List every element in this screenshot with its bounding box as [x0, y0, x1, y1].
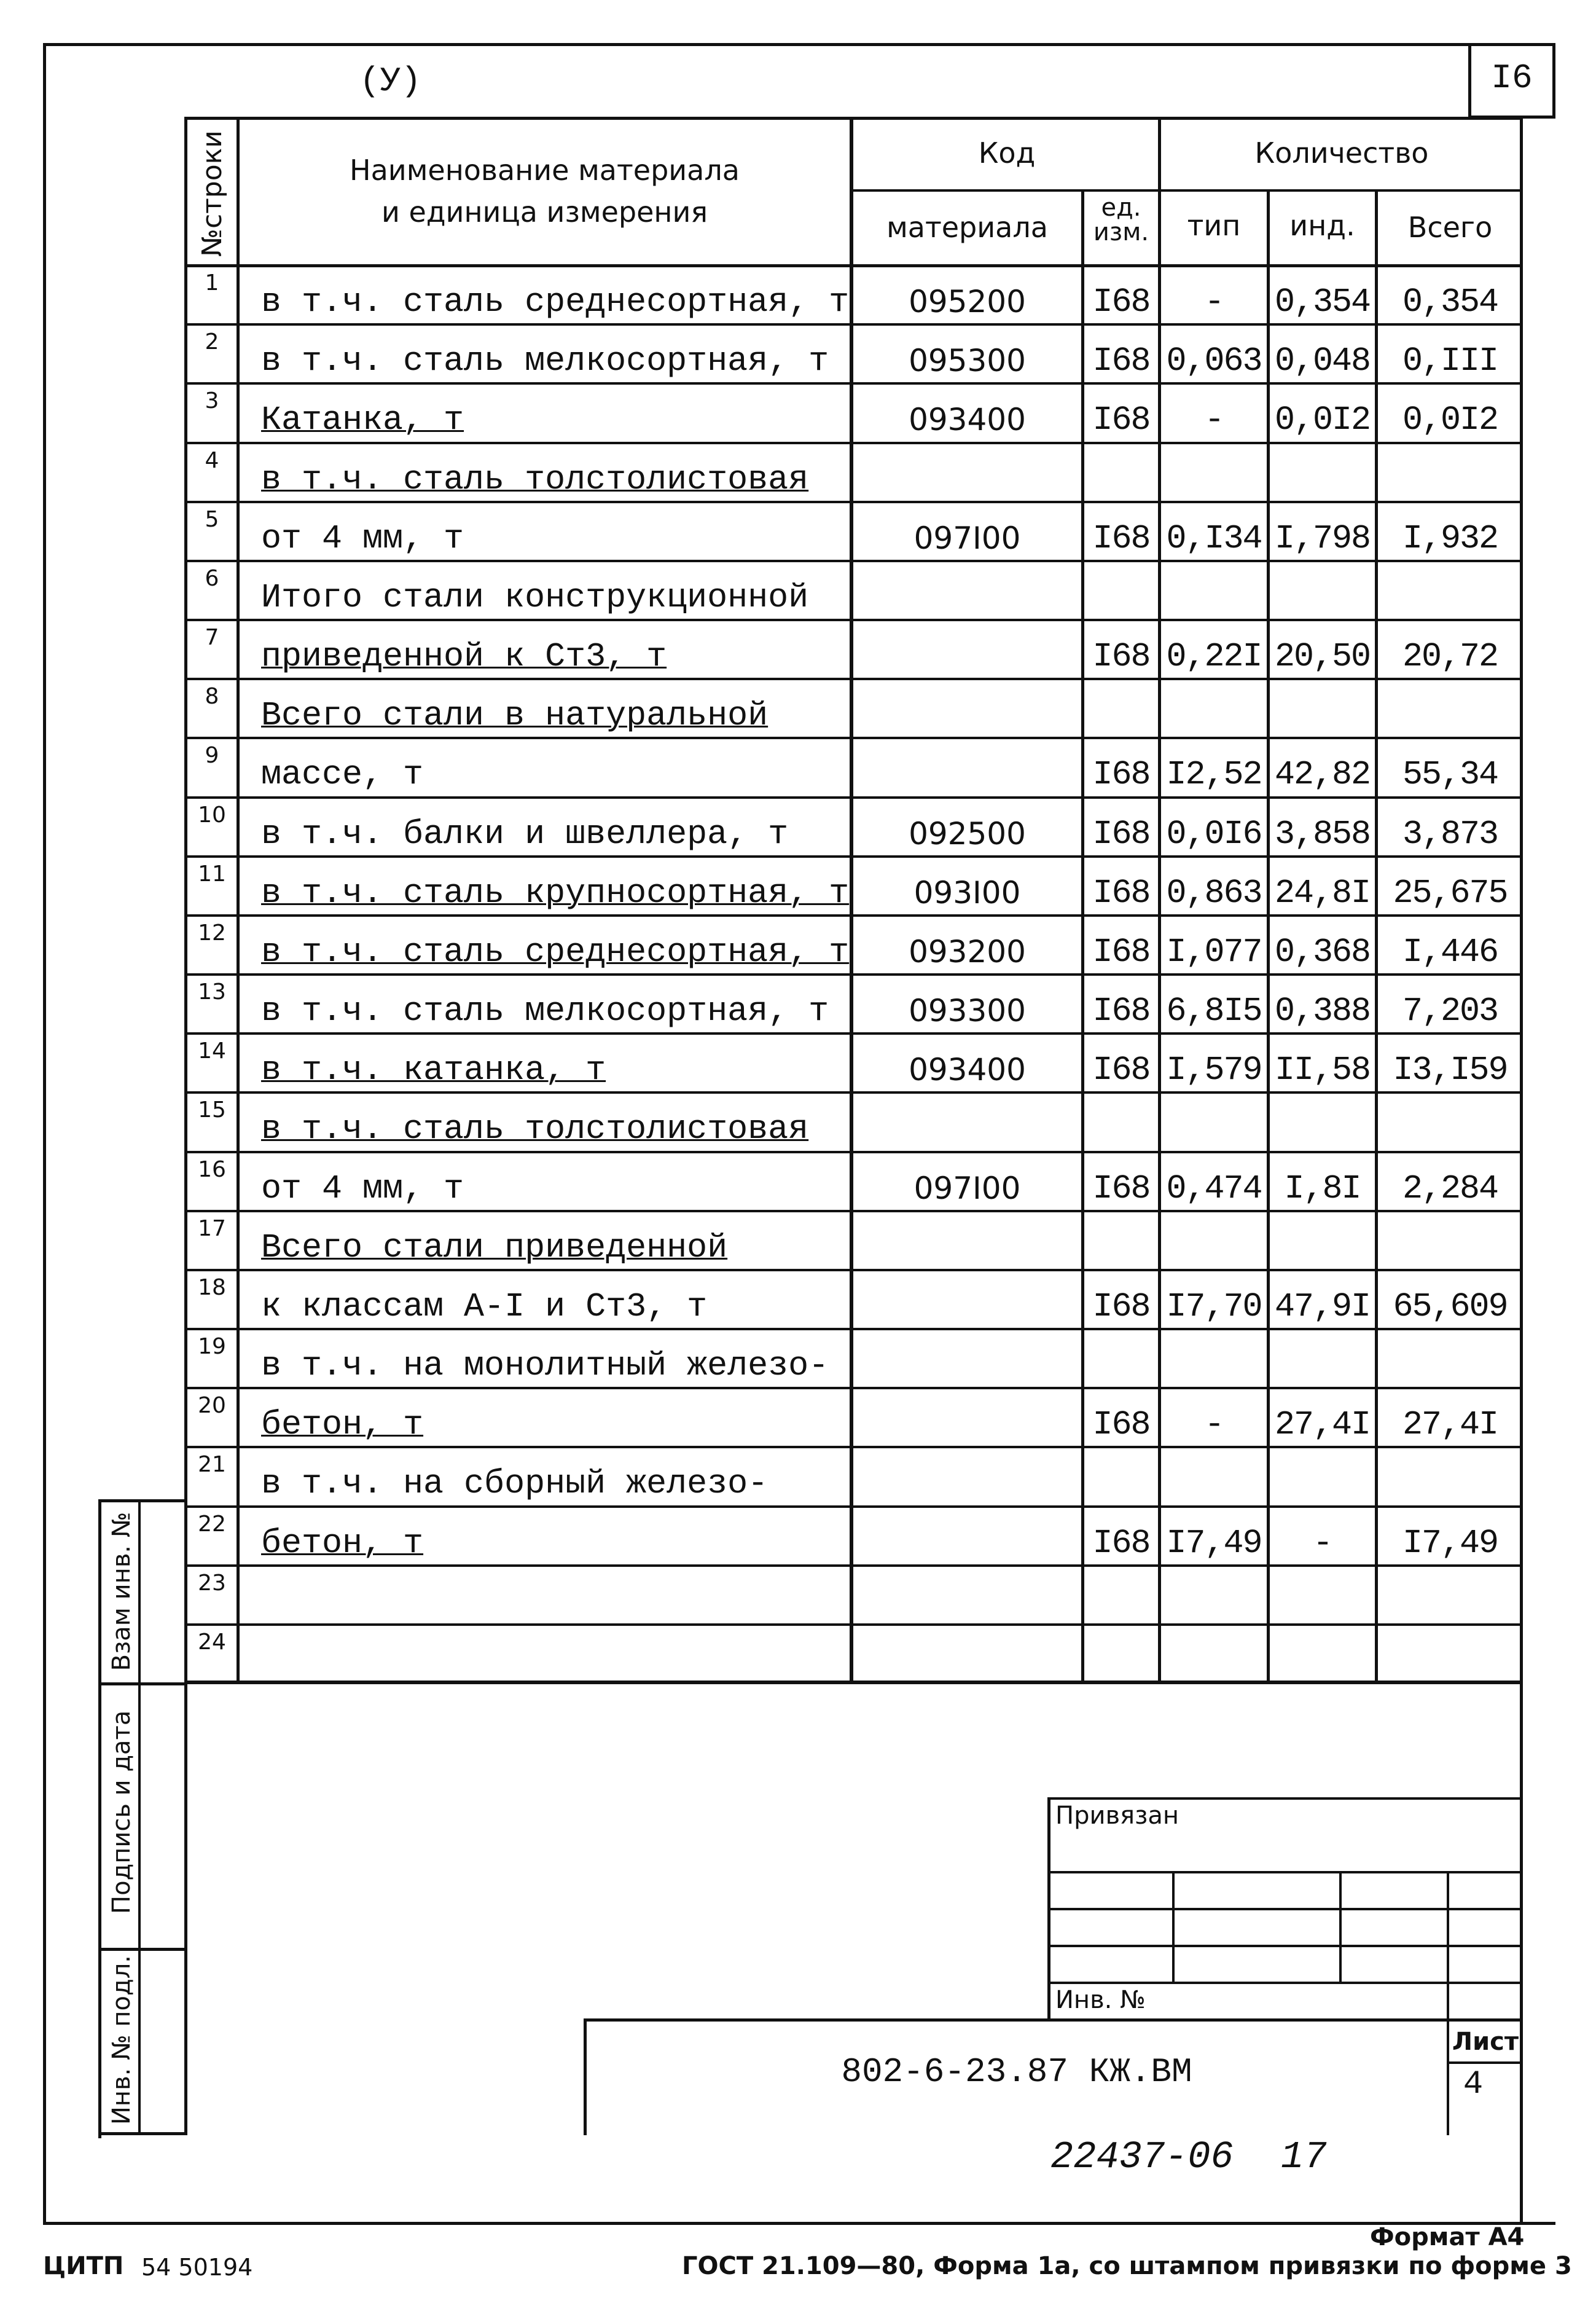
row-qty-type: 6,8I5 — [1166, 992, 1262, 1031]
row-qty-type: 0,I34 — [1166, 519, 1262, 558]
row-code: 097I00 — [913, 1170, 1021, 1206]
row-unit: I68 — [1092, 1405, 1150, 1445]
frame-right-upper — [1552, 43, 1555, 117]
row-qty-total: 65,609 — [1393, 1287, 1508, 1326]
row-number: 17 — [198, 1215, 226, 1241]
row-number: 19 — [198, 1334, 226, 1359]
label-privyazan: Привязан — [1055, 1802, 1179, 1830]
row-qty-ind: II,58 — [1274, 1051, 1371, 1090]
table-row — [184, 382, 1522, 441]
stamp-row4 — [1047, 1982, 1522, 1984]
row-unit: I68 — [1092, 932, 1150, 971]
stamp-row2 — [1047, 1908, 1522, 1910]
row-number: 7 — [205, 625, 219, 650]
row-name: в т.ч. на монолитный железо- — [261, 1346, 829, 1386]
stamp-top — [1047, 1797, 1522, 1800]
header-row-no: №строки — [197, 130, 228, 257]
table-row — [184, 1505, 1522, 1564]
row-separator — [184, 382, 1522, 385]
row-number: 16 — [198, 1156, 226, 1182]
row-separator — [184, 1269, 1522, 1271]
document-mark: (У) — [359, 61, 421, 101]
row-name: в т.ч. сталь толстолистовая — [261, 1110, 809, 1149]
row-name: Всего стали приведенной — [261, 1228, 728, 1267]
row-qty-total: I,932 — [1402, 519, 1498, 558]
handwritten-number: 22437-06 — [1050, 2135, 1234, 2179]
row-separator — [184, 1564, 1522, 1567]
row-number: 6 — [205, 565, 219, 591]
row-number: 14 — [198, 1038, 226, 1064]
row-code: 095200 — [909, 284, 1026, 320]
row-separator — [184, 442, 1522, 444]
row-code: 093I00 — [913, 874, 1021, 911]
side-stamp-div1 — [98, 1682, 187, 1685]
row-number: 4 — [205, 447, 219, 473]
format-label: Формат А4 — [1370, 2223, 1525, 2251]
table-row — [184, 855, 1522, 914]
header-name-line2: и единица измерения — [381, 195, 708, 229]
row-qty-ind: 0,354 — [1274, 283, 1371, 322]
row-unit: I68 — [1092, 873, 1150, 912]
row-separator — [184, 1387, 1522, 1389]
row-number: 18 — [198, 1274, 226, 1300]
row-separator — [184, 1091, 1522, 1094]
row-name: бетон, т — [261, 1405, 424, 1445]
row-qty-ind: 27,4I — [1274, 1405, 1371, 1445]
row-number: 21 — [198, 1452, 226, 1478]
row-qty-ind: I,798 — [1274, 519, 1371, 558]
row-name: в т.ч. сталь крупносортная, т — [261, 873, 850, 912]
stamp-col1 — [1172, 1871, 1175, 1982]
table-row — [184, 1564, 1522, 1623]
row-number: 13 — [198, 979, 226, 1005]
table-row — [184, 501, 1522, 560]
row-number: 24 — [198, 1629, 226, 1655]
table-row — [184, 1151, 1522, 1210]
header-name-line1: Наименование материала — [350, 154, 740, 187]
row-unit: I68 — [1092, 519, 1150, 558]
table-row — [184, 619, 1522, 678]
row-qty-ind: 0,388 — [1274, 992, 1371, 1031]
row-qty-type: - — [1204, 1405, 1224, 1445]
side-stamp-left — [98, 1499, 101, 2138]
row-qty-ind: I,8I — [1284, 1169, 1361, 1208]
table-row — [184, 323, 1522, 382]
row-qty-type: - — [1204, 283, 1224, 322]
row-unit: I68 — [1092, 342, 1150, 381]
list-divider — [1447, 2061, 1522, 2064]
table-row — [184, 442, 1522, 501]
row-qty-ind: 0,368 — [1274, 932, 1371, 971]
table-top — [184, 117, 1522, 120]
row-code: 092500 — [909, 815, 1026, 852]
stamp-row1 — [1047, 1871, 1522, 1873]
handwritten-page: 17 — [1281, 2135, 1327, 2179]
row-name: в т.ч. сталь среднесортная, т — [261, 932, 850, 971]
row-separator — [184, 1505, 1522, 1508]
row-number: 9 — [205, 743, 219, 769]
row-separator — [184, 1328, 1522, 1330]
row-name: в т.ч. сталь мелкосортная, т — [261, 992, 829, 1031]
row-qty-type: I7,49 — [1166, 1523, 1262, 1563]
label-inv-no: Инв. № — [1055, 1986, 1146, 2014]
table-row — [184, 1446, 1522, 1505]
row-number: 11 — [198, 861, 226, 887]
row-name: в т.ч. сталь мелкосортная, т — [261, 342, 829, 381]
frame-top — [43, 43, 1555, 46]
row-separator — [184, 737, 1522, 739]
row-number: 22 — [198, 1511, 226, 1537]
row-separator — [184, 619, 1522, 621]
footer-left: ЦИТП — [43, 2252, 124, 2280]
table-row — [184, 914, 1522, 973]
table-row — [184, 796, 1522, 855]
table-row — [184, 1387, 1522, 1446]
row-code: 097I00 — [913, 520, 1021, 556]
row-qty-type: I,579 — [1166, 1051, 1262, 1090]
row-name: в т.ч. на сборный железо- — [261, 1464, 769, 1504]
row-name: от 4 мм, т — [261, 1169, 464, 1208]
row-qty-total: 0,III — [1402, 342, 1498, 381]
header-unit-2: изм. — [1093, 218, 1149, 246]
row-separator — [184, 678, 1522, 680]
header-qty-type: тип — [1187, 209, 1241, 242]
row-qty-type: 0,474 — [1166, 1169, 1262, 1208]
row-separator — [184, 1446, 1522, 1448]
row-separator — [184, 973, 1522, 976]
row-qty-total: 2,284 — [1402, 1169, 1498, 1208]
title-block-top — [584, 2018, 1522, 2022]
row-code: 093400 — [909, 1052, 1026, 1088]
row-qty-type: 0,22I — [1166, 637, 1262, 677]
label-vzam-inv: Взам инв. № — [108, 1512, 136, 1671]
row-number: 8 — [205, 684, 219, 710]
row-number: 15 — [198, 1097, 226, 1123]
label-podpis-data: Подпись и дата — [108, 1710, 136, 1914]
row-number: 5 — [205, 506, 219, 532]
table-row — [184, 1091, 1522, 1150]
row-unit: I68 — [1092, 401, 1150, 440]
row-name: массе, т — [261, 755, 424, 794]
row-name: в т.ч. сталь среднесортная, т — [261, 283, 850, 322]
row-separator — [184, 796, 1522, 799]
row-name: в т.ч. катанка, т — [261, 1051, 606, 1090]
row-separator — [184, 1151, 1522, 1153]
side-stamp-bottom — [98, 2132, 187, 2135]
row-qty-type: 0,0I6 — [1166, 814, 1262, 853]
row-separator — [184, 501, 1522, 503]
row-code: 093200 — [909, 933, 1026, 970]
row-qty-total: 0,0I2 — [1402, 401, 1498, 440]
row-qty-ind: 0,0I2 — [1274, 401, 1371, 440]
row-qty-type: I2,52 — [1166, 755, 1262, 794]
header-code-unit — [1084, 195, 1158, 245]
row-name: в т.ч. сталь толстолистовая — [261, 460, 809, 499]
row-qty-total: 25,675 — [1393, 873, 1508, 912]
row-unit: I68 — [1092, 755, 1150, 794]
label-list: Лист — [1452, 2028, 1519, 2056]
table-row — [184, 737, 1522, 796]
table-row — [184, 1269, 1522, 1328]
row-unit: I68 — [1092, 283, 1150, 322]
row-number: 23 — [198, 1570, 226, 1596]
row-number: 3 — [205, 388, 219, 414]
row-unit: I68 — [1092, 637, 1150, 677]
row-qty-ind: - — [1312, 1523, 1332, 1563]
footer-left-code: 54 50194 — [141, 2254, 253, 2281]
row-qty-ind: 20,50 — [1274, 637, 1371, 677]
header-code-material: материала — [886, 211, 1048, 244]
table-row — [184, 1328, 1522, 1387]
row-separator — [184, 1623, 1522, 1626]
row-name: бетон, т — [261, 1523, 424, 1563]
row-qty-ind: 0,048 — [1274, 342, 1371, 381]
header-unit-1: ед. — [1101, 194, 1141, 222]
row-qty-total: 7,203 — [1402, 992, 1498, 1031]
row-separator — [184, 1210, 1522, 1212]
row-qty-type: 0,863 — [1166, 873, 1262, 912]
row-unit: I68 — [1092, 992, 1150, 1031]
row-separator — [184, 1032, 1522, 1035]
row-qty-type: 0,063 — [1166, 342, 1262, 381]
row-qty-total: 20,72 — [1402, 637, 1498, 677]
row-qty-ind: 24,8I — [1274, 873, 1371, 912]
row-qty-ind: 3,858 — [1274, 814, 1371, 853]
row-qty-type: I,077 — [1166, 932, 1262, 971]
row-number: 1 — [205, 270, 219, 296]
label-inv-podl: Инв. № подл. — [108, 1955, 136, 2125]
row-name: от 4 мм, т — [261, 519, 464, 558]
row-name: приведенной к Ст3, т — [261, 637, 667, 677]
row-code: 095300 — [909, 343, 1026, 379]
row-qty-total: I7,49 — [1402, 1523, 1498, 1563]
header-qty-ind: инд. — [1289, 209, 1355, 242]
row-qty-total: 27,4I — [1402, 1405, 1498, 1445]
row-name: Всего стали в натуральной — [261, 696, 769, 735]
row-qty-total: I,446 — [1402, 932, 1498, 971]
row-code: 093300 — [909, 993, 1026, 1029]
row-qty-ind: 47,9I — [1274, 1287, 1371, 1326]
table-row — [184, 1623, 1522, 1682]
row-number: 2 — [205, 329, 219, 355]
row-unit: I68 — [1092, 814, 1150, 853]
subheader-line — [850, 189, 1522, 192]
row-separator — [184, 855, 1522, 858]
header-qty-total: Всего — [1407, 211, 1493, 244]
frame-bottom — [43, 2222, 1555, 2225]
row-qty-type: I7,70 — [1166, 1287, 1262, 1326]
row-qty-ind: 42,82 — [1274, 755, 1371, 794]
row-qty-total: 55,34 — [1402, 755, 1498, 794]
frame-left — [43, 43, 46, 2224]
designation: 802-6-23.87 КЖ.ВМ — [841, 2052, 1192, 2092]
row-separator — [184, 323, 1522, 326]
row-qty-type: - — [1204, 401, 1224, 440]
row-name: Катанка, т — [261, 401, 464, 440]
footer-gost: ГОСТ 21.109—80, Форма 1а, со штампом привязки по форме 3 — [682, 2252, 1572, 2280]
header-quantity: Количество — [1254, 136, 1429, 170]
stamp-col2 — [1339, 1871, 1342, 1982]
row-qty-total: 0,354 — [1402, 283, 1498, 322]
row-unit: I68 — [1092, 1169, 1150, 1208]
row-name: к классам А-I и Ст3, т — [261, 1287, 708, 1326]
side-stamp-mid — [138, 1499, 141, 2135]
row-separator — [184, 560, 1522, 562]
row-name: в т.ч. балки и швеллера, т — [261, 814, 789, 853]
table-row — [184, 678, 1522, 737]
row-separator — [184, 914, 1522, 917]
row-unit: I68 — [1092, 1051, 1150, 1090]
row-unit: I68 — [1092, 1287, 1150, 1326]
row-unit: I68 — [1092, 1523, 1150, 1563]
row-number: 20 — [198, 1393, 226, 1419]
row-qty-total: I3,I59 — [1393, 1051, 1508, 1090]
row-number: 10 — [198, 802, 226, 828]
table-row — [184, 1032, 1522, 1091]
row-number: 12 — [198, 920, 226, 946]
row-name: Итого стали конструкционной — [261, 578, 809, 617]
table-row — [184, 973, 1522, 1032]
stamp-row3 — [1047, 1945, 1522, 1947]
row-qty-total: 3,873 — [1402, 814, 1498, 853]
header-code: Код — [978, 136, 1036, 170]
table-row — [184, 560, 1522, 619]
row-code: 093400 — [909, 402, 1026, 438]
table-row — [184, 264, 1522, 323]
sheet-number: I6 — [1491, 58, 1533, 98]
list-number: 4 — [1463, 2066, 1484, 2103]
table-row — [184, 1210, 1522, 1269]
